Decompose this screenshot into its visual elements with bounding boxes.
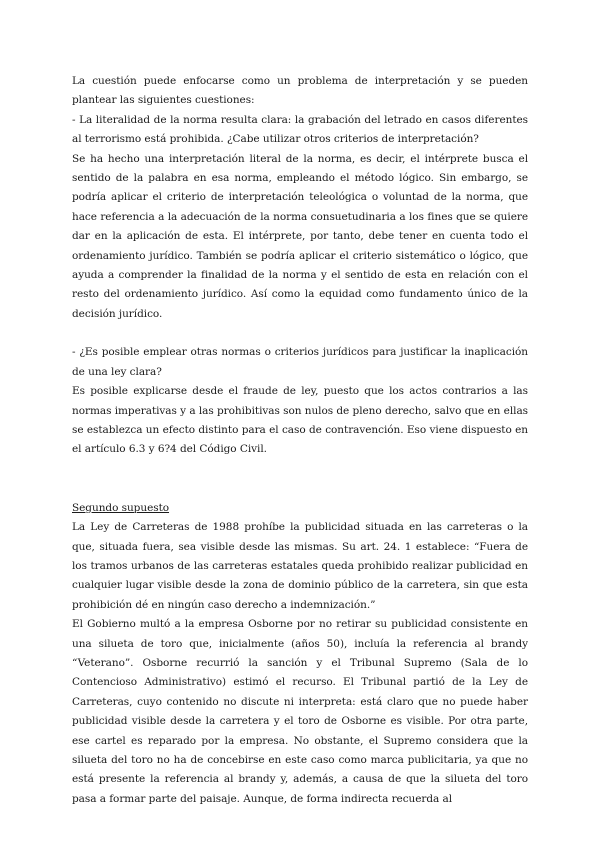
question-2: - ¿Es posible emplear otras normas o criterios jurídicos para justificar la inaplicación de una ley clara? [72,346,528,378]
answer-2: Es posible explicarse desde el fraude de ley, puesto que los actos contrarios a las normas imperativas y a las prohibitivas son nulos de pleno derecho, salvo que en ellas se establezca un efecto distinto para el caso de contravención. Eso viene dispuesto en el artículo 6.3 y 6?4 del Código Civil. [72,385,528,456]
question-1: - La literalidad de la norma resulta clara: la grabación del letrado en casos diferentes al terrorismo está prohibida. ¿Cabe utilizar otros criterios de interpretación? [72,113,528,146]
intro-paragraph: La cuestión puede enfocarse como un problema de interpretación y se pueden plantear las siguientes cuestiones: [72,75,528,107]
section2-paragraph-1: La Ley de Carreteras de 1988 prohíbe la publicidad situada en las carreteras o la que, situada fuera, sea visible desde las mismas. Su art. 24. 1 establece: “Fuera de los tramos urbanos de las carreteras estatales queda prohibido realizar publicidad en cualquier lugar visible desde la zona de dominio público de la carretera, sin que esta prohibición dé en ningún caso derecho a indemnización.” [72,521,528,611]
section-heading: Segundo supuesto [72,501,170,514]
section2-paragraph-2: El Gobierno multó a la empresa Osborne por no retirar su publicidad consistente en una silueta de toro que, inicialmente (años 50), incluía la referencia al brandy “Veterano”. Osborne recurrió la sanción y el Tribunal Supremo (Sala de lo Contencioso Administrativo) estimó el recurso. El Tribunal partió de la Ley de Carreteras, cuyo contenido no discute ni interpreta: está claro que no puede haber publicidad visible desde la carretera y el toro de Osborne es visible. Por otra parte, ese cartel es reparado por la empresa. No obstante, el Supremo considera que la silueta del toro no ha de concebirse en este caso como marca publicitaria, ya que no está presente la referencia al brandy y, además, a causa de que la silueta del toro pasa a formar parte del paisaje. Aunque, de forma indirecta recuerda al [72,618,528,805]
answer-1: Se ha hecho una interpretación literal de la norma, es decir, el intérprete busca el sentido de la palabra en esa norma, empleando el método lógico. Sin embargo, se podría aplicar el criterio de interpretación teleológica o voluntad de la norma, que hace referencia a la adecuación de la norma consuetudinaria a los fines que se quiere dar en la aplicación de esta. El intérprete, por tanto, debe tener en cuenta todo el ordenamiento jurídico. También se podría aplicar el criterio sistemático o lógico, que ayuda a comprender la finalidad de la norma y el sentido de esta en relación con el resto del ordenamiento jurídico. Así como la equidad como fundamento único de la decisión jurídico. [72,152,528,320]
